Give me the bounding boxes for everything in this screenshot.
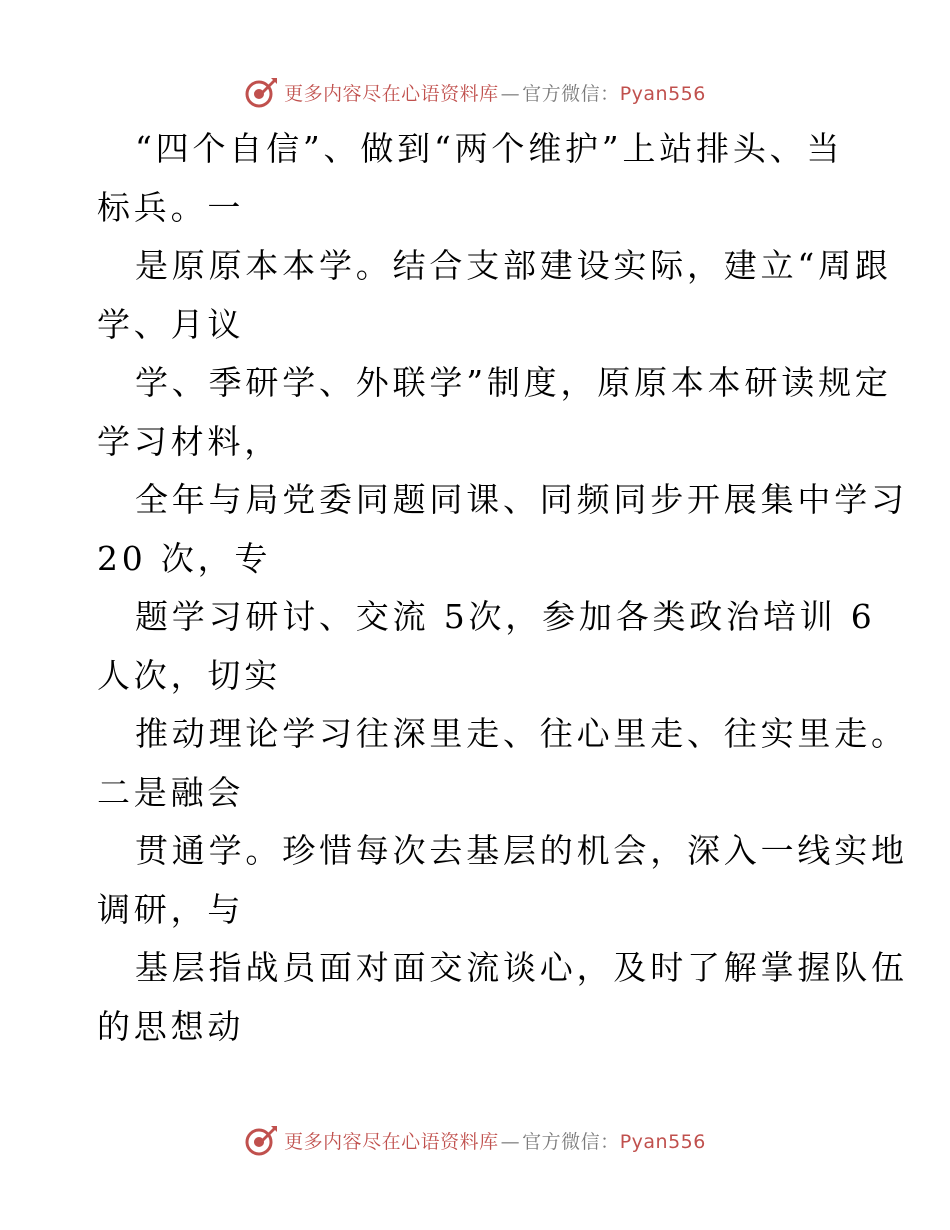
- header-banner: [0, 70, 950, 114]
- document-body: [97, 120, 908, 1056]
- header-site-text: 更多内容尽在心语资料库: [284, 82, 499, 105]
- body-line-14: [97, 881, 857, 940]
- body-line-text: 调研，与: [97, 889, 245, 929]
- footer-text: [284, 1127, 706, 1154]
- footer-site-text: 更多内容尽在心语资料库: [284, 1130, 499, 1153]
- body-line-text: 基层指战员面对面交流谈心，及时了解掌握队伍: [135, 948, 908, 987]
- header-text: [284, 79, 706, 106]
- body-line-text: 标兵。一: [97, 187, 245, 227]
- body-line-3: [97, 237, 892, 296]
- body-line-text: 推动理论学习往深里走、往心里走、往实里走。: [135, 714, 908, 753]
- header-dash: —: [500, 82, 521, 105]
- header-wechat-id: Pyan556: [619, 82, 706, 105]
- header-wechat-label: 官方微信：: [522, 82, 620, 105]
- body-line-5: [97, 354, 892, 413]
- body-line-12: [97, 764, 857, 823]
- body-line-text: “四个自信”、做到“两个维护”上站排头、当: [135, 129, 844, 168]
- body-line-11: [97, 705, 908, 764]
- body-line-13: [97, 822, 908, 881]
- footer-wechat-label: 官方微信：: [522, 1130, 620, 1153]
- body-line-text: 贯通学。珍惜每次去基层的机会，深入一线实地: [135, 831, 908, 870]
- body-line-text: 全年与局党委同题同课、同频同步开展集中学习: [135, 480, 908, 519]
- body-line-text: 是原原本本学。结合支部建设实际，建立“周跟: [135, 246, 892, 285]
- footer-banner-inner: [244, 1123, 706, 1157]
- body-line-10: [97, 647, 857, 706]
- header-banner-inner: [244, 75, 706, 109]
- body-line-4: [97, 296, 857, 355]
- quill-circle-icon: [244, 75, 278, 109]
- body-line-text: 的思想动: [97, 1006, 245, 1046]
- footer-banner: [0, 1118, 950, 1162]
- body-line-text: 学、季研学、外联学”制度，原原本本研读规定: [135, 363, 892, 402]
- body-line-text: 二是融会: [97, 772, 245, 812]
- body-line-8: [97, 530, 857, 589]
- body-line-2: [97, 179, 857, 238]
- body-line-text: 题学习研讨、交流 5次，参加各类政治培训 6: [135, 597, 876, 636]
- body-line-6: [97, 413, 857, 472]
- footer-dash: —: [500, 1130, 521, 1153]
- body-line-1: [97, 120, 857, 179]
- body-line-9: [97, 588, 876, 647]
- body-line-7: [97, 471, 908, 530]
- quill-circle-icon: [244, 1123, 278, 1157]
- body-line-text: 学、月议: [97, 304, 245, 344]
- footer-wechat-id: Pyan556: [619, 1130, 706, 1153]
- body-line-16: [97, 998, 857, 1057]
- body-line-15: [97, 939, 908, 998]
- body-line-text: 人次，切实: [97, 655, 281, 695]
- body-line-text: 学习材料，: [97, 421, 281, 461]
- body-line-text: 20 次，专: [97, 538, 272, 578]
